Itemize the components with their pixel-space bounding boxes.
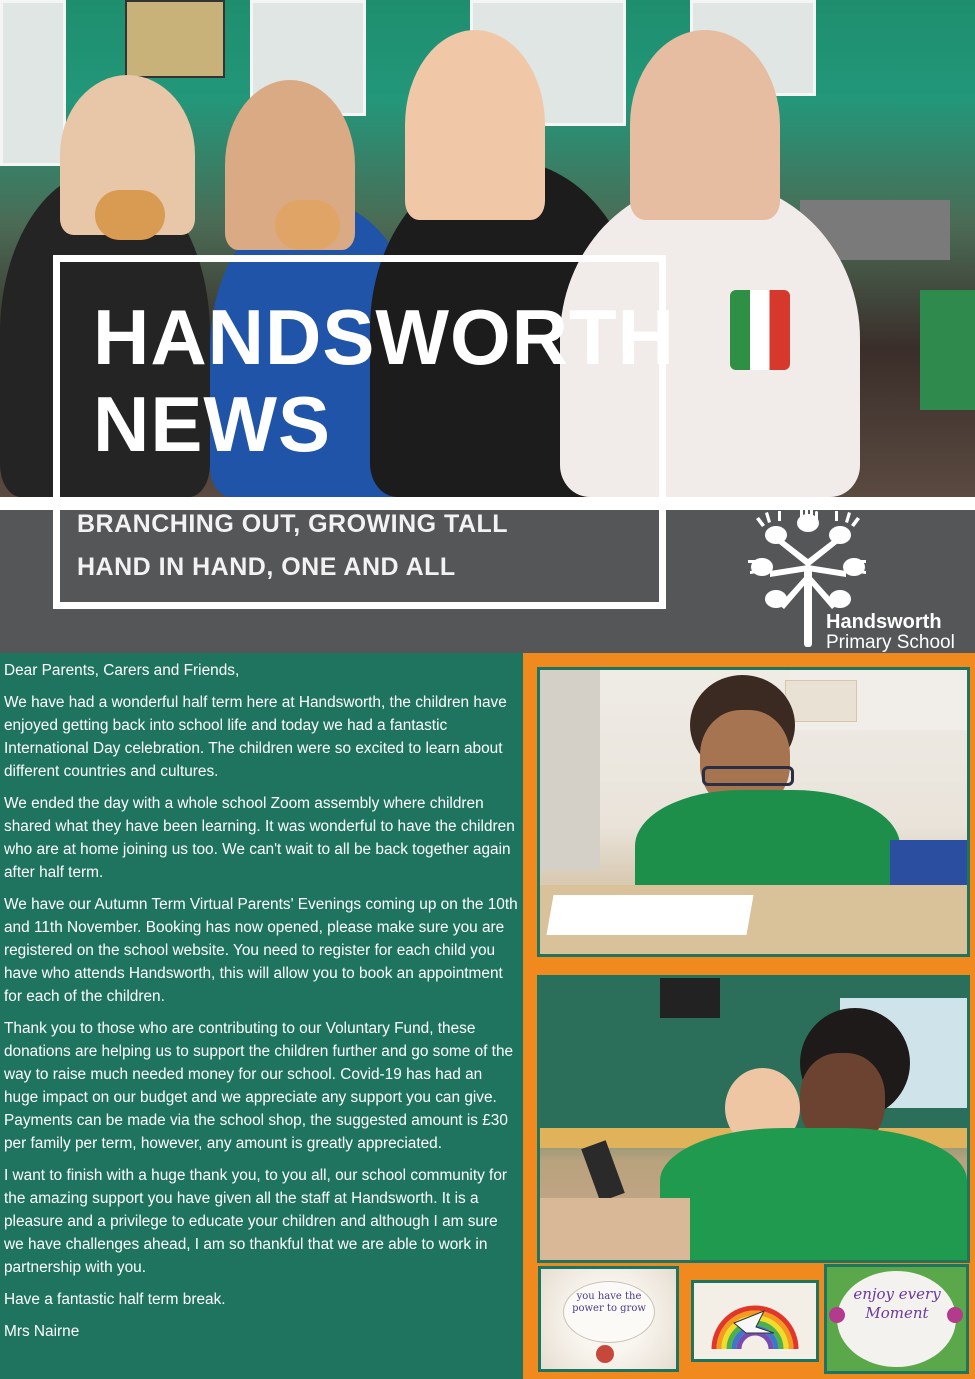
- letter-body: [4, 659, 519, 1352]
- letter-signature: Mrs Nairne: [4, 1323, 80, 1340]
- letter-closing: Have a fantastic half term break.: [4, 1291, 226, 1308]
- artwork-rainbow-drawing: [691, 1280, 819, 1362]
- newsletter-title-second-line: NEWS: [93, 380, 331, 468]
- classroom-photo-girls-tablet: [537, 975, 970, 1263]
- letter-paragraph: We have our Autumn Term Virtual Parents' Evenings coming up on the 10th and 11th November. Booking has now opened, please make sure you are registered on the school website. You need to register for each child you have who attends Handsworth, this will allow you to book an appointment for each of the children.: [4, 896, 518, 1005]
- letter-paragraph: We ended the day with a whole school Zoom assembly where children shared what they have been learning. It was wonderful to have the children who are at home joining us too. We can't wait to all be back together again after half term.: [4, 795, 515, 881]
- rainbow-icon: [694, 1283, 816, 1359]
- motto-line-2: HAND IN HAND, ONE AND ALL: [77, 553, 456, 581]
- headteacher-letter: [0, 653, 523, 1379]
- letter-paragraph: We have had a wonderful half term here at Handsworth, the children have enjoyed getting back into school life and today we had a fantastic International Day celebration. The children were so excited to learn about different countries and cultures.: [4, 694, 507, 780]
- school-name: Handsworth: [826, 611, 942, 633]
- letter-paragraph: Thank you to those who are contributing to our Voluntary Fund, these donations are helping us to support the children further and go some of the way to raise much needed money for our school. Covid-19 has had an huge impact on our budget and we appreciate any support you can give. Payments can be made via the school shop, the suggested amount is £30 per family per term, however, any amount is greatly appreciated.: [4, 1020, 514, 1152]
- classroom-photo-boy-writing: [537, 667, 970, 957]
- artwork-card-enjoy-every-moment: [824, 1264, 969, 1374]
- artwork-card-text: you have the power to grow: [572, 1291, 646, 1314]
- school-name-subtitle: Primary School: [826, 632, 955, 653]
- artwork-card-you-have-the-power: [538, 1266, 679, 1372]
- letter-greeting: Dear Parents, Carers and Friends,: [4, 662, 240, 679]
- artwork-card-text: enjoy every Moment: [853, 1285, 941, 1322]
- newsletter-title: HANDSWORTH: [93, 293, 675, 381]
- letter-paragraph: I want to finish with a huge thank you, to you all, our school community for the amazing support you have given all the staff at Handsworth. It is a pleasure and a privilege to educate your children and although I am sure we have challenges ahead, I am so thankful that we are able to work in partnership with you.: [4, 1167, 508, 1276]
- motto-line-1: BRANCHING OUT, GROWING TALL: [77, 510, 509, 538]
